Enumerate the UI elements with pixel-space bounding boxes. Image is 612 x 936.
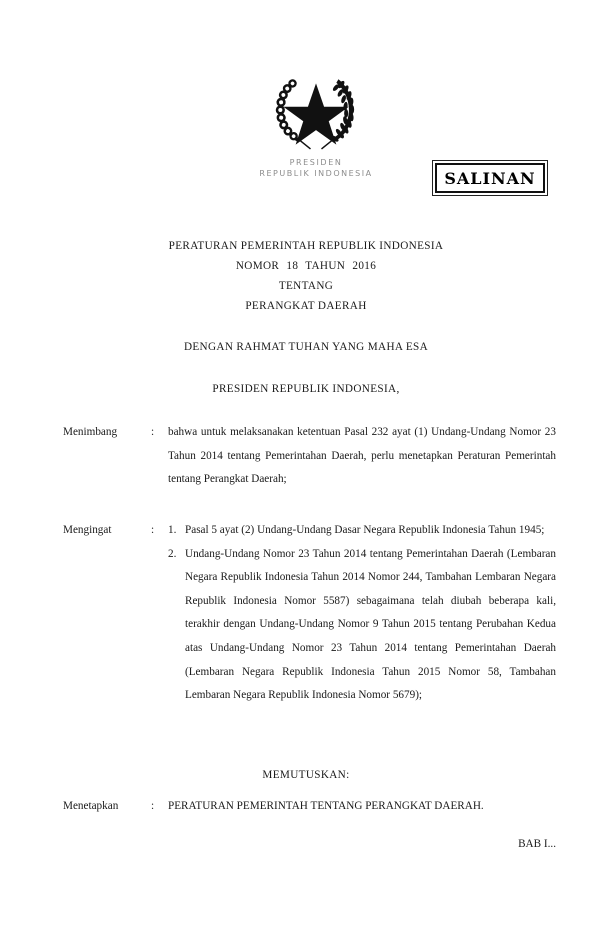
- clause-menetapkan-body: [168, 795, 556, 819]
- clause-mengingat-colon: :: [151, 524, 155, 536]
- clause-menetapkan: [63, 795, 556, 819]
- salinan-stamp-inner-border: [435, 163, 545, 193]
- indonesian-presidential-seal-icon: [270, 66, 362, 154]
- clause-menetapkan-text: PERATURAN PEMERINTAH TENTANG PERANGKAT DAERAH.: [168, 800, 484, 812]
- salinan-stamp: [432, 160, 548, 196]
- clause-mengingat-body: [168, 519, 556, 708]
- list-item: [168, 519, 556, 543]
- clause-menimbang: [63, 421, 556, 492]
- heading-memutuskan: MEMUTUSKAN:: [262, 769, 350, 781]
- list-item: [168, 543, 556, 708]
- title-regulation-name: PERATURAN PEMERINTAH REPUBLIK INDONESIA: [168, 240, 444, 252]
- document-header: [0, 66, 612, 191]
- clause-menimbang-colon: :: [151, 426, 155, 438]
- list-item-text: Pasal 5 ayat (2) Undang-Undang Dasar Negara Republik Indonesia Tahun 1945;: [185, 524, 545, 536]
- emblem-caption-line-1: PRESIDEN: [289, 158, 343, 167]
- emblem-caption: [258, 157, 374, 179]
- clause-menimbang-text: bahwa untuk melaksanakan ketentuan Pasal 232 ayat (1) Undang-Undang Nomor 23 Tahun 2014 tentang Pemerintahan Daerah, perlu menetapkan Peraturan Pemerintah tentang Perangkat Daerah;: [168, 426, 556, 486]
- next-section-note: BAB I...: [518, 838, 556, 850]
- emblem-caption-line-2: REPUBLIK INDONESIA: [259, 169, 373, 178]
- heading-dengan-rahmat: DENGAN RAHMAT TUHAN YANG MAHA ESA: [183, 341, 429, 353]
- list-item-marker: 1.: [168, 524, 177, 536]
- mengingat-list: [168, 519, 556, 708]
- document-title-block: [56, 236, 556, 316]
- clause-mengingat: [63, 519, 556, 708]
- clause-mengingat-label: Mengingat: [63, 524, 112, 536]
- title-subject: PERANGKAT DAERAH: [245, 300, 367, 312]
- list-item-marker: 2.: [168, 547, 177, 560]
- clause-menimbang-body: [168, 421, 556, 492]
- list-item-text: Undang-Undang Nomor 23 Tahun 2014 tentang Pemerintahan Daerah (Lembaran Negara Republik Indonesia Tahun 2014 Nomor 244, Tambahan Lembaran Negara Republik Indonesia Nomor 5587) sebagaimana telah diubah beberapa kali, terakhir dengan Undang-Undang Nomor 9 Tahun 2015 tentang Perubahan Kedua atas Undang-Undang Nomor 23 Tahun 2014 tentang Pemerintahan Daerah (Lembaran Negara Republik Indonesia Tahun 2015 Nomor 58, Tambahan Lembaran Negara Republik Indonesia Nomor 5679);: [185, 547, 556, 702]
- clause-menetapkan-label: Menetapkan: [63, 800, 119, 812]
- clause-menimbang-label: Menimbang: [63, 426, 118, 438]
- presidential-emblem-block: [258, 66, 374, 179]
- title-number-year: NOMOR 18 TAHUN 2016: [235, 260, 377, 272]
- salinan-label: SALINAN: [444, 168, 536, 188]
- clause-menetapkan-colon: :: [151, 800, 155, 812]
- title-tentang-label: TENTANG: [278, 280, 334, 292]
- heading-presiden-republik-indonesia: PRESIDEN REPUBLIK INDONESIA,: [212, 383, 400, 395]
